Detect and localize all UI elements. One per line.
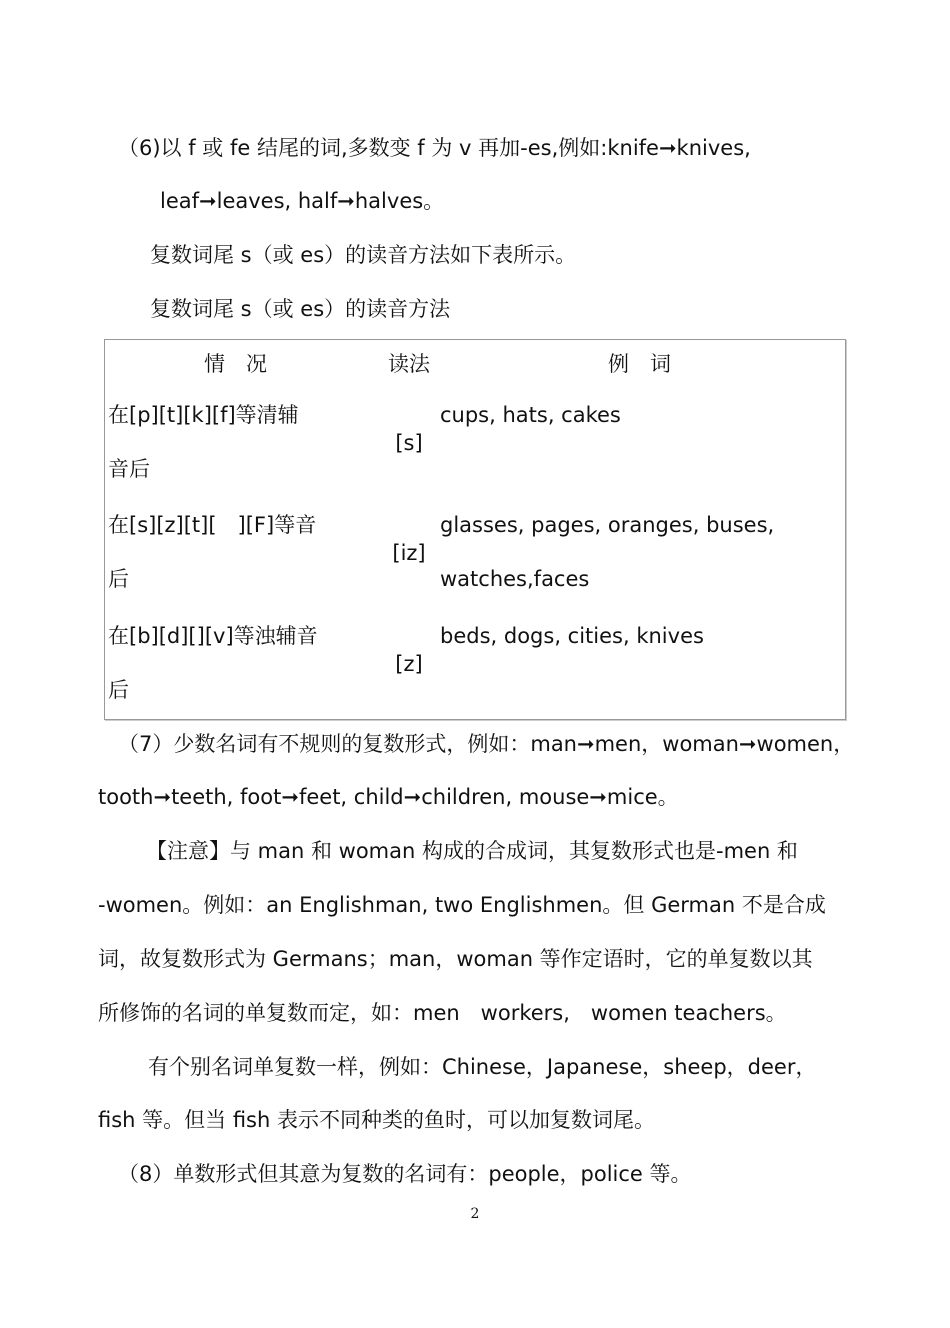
header-pronunciation: 读法 [388, 352, 430, 376]
row-situation: 在[p][t][k][f]等清辅 音后 [108, 403, 299, 481]
header-examples: 例 词 [608, 352, 671, 376]
row-situation: 在[b][d][][v]等浊辅音 后 [108, 623, 318, 702]
table-row [105, 388, 846, 498]
row-examples: cups, hats, cakes [440, 403, 621, 427]
row-examples: glasses, pages, oranges, buses, watches,faces [440, 513, 775, 592]
row-pronunciation: [z] [395, 651, 423, 676]
paragraph-7-line-2: tooth➞teeth, foot➞feet, child➞children, mouse➞mice。 [98, 785, 679, 809]
pronunciation-table [104, 339, 846, 720]
paragraph-6-line-2: leaf➞leaves, half➞halves。 [160, 189, 445, 213]
row-pronunciation: [iz] [392, 541, 426, 566]
paragraph-8: （8）单数形式但其意为复数的名词有：people，police 等。 [118, 1162, 692, 1186]
table-row [105, 498, 846, 608]
table-row [105, 609, 846, 720]
note-line-1: 【注意】与 man 和 woman 构成的合成词，其复数形式也是-men 和 [146, 839, 798, 863]
note-line-3: 词，故复数形式为 Germans；man，woman 等作定语时，它的单复数以其 [98, 947, 813, 971]
same-form-line-2: fish 等。但当 fish 表示不同种类的鱼时，可以加复数词尾。 [98, 1108, 655, 1132]
note-line-4: 所修饰的名词的单复数而定，如：men workers, women teachers。 [98, 1001, 787, 1025]
table-intro: 复数词尾 s（或 es）的读音方法如下表所示。 [150, 243, 577, 267]
page-number: 2 [470, 1206, 480, 1222]
row-examples: beds, dogs, cities, knives [440, 623, 704, 648]
row-situation: 在[s][z][t][ ][F]等音 后 [108, 513, 317, 592]
row-pronunciation: [s] [395, 431, 423, 456]
table-caption: 复数词尾 s（或 es）的读音方法 [150, 297, 451, 321]
paragraph-7-line-1: （7）少数名词有不规则的复数形式，例如：man➞men，woman➞women， [118, 732, 855, 756]
header-situation: 情 况 [204, 352, 267, 376]
table-header-row [105, 340, 846, 389]
note-line-2: -women。例如：an Englishman, two Englishmen。但 German 不是合成 [98, 893, 826, 917]
paragraph-6-line-1: （6)以 f 或 fe 结尾的词,多数变 f 为 v 再加-es,例如:knife➞knives, [118, 136, 751, 160]
same-form-line-1: 有个别名词单复数一样，例如：Chinese，Japanese，sheep，deer， [148, 1055, 817, 1079]
